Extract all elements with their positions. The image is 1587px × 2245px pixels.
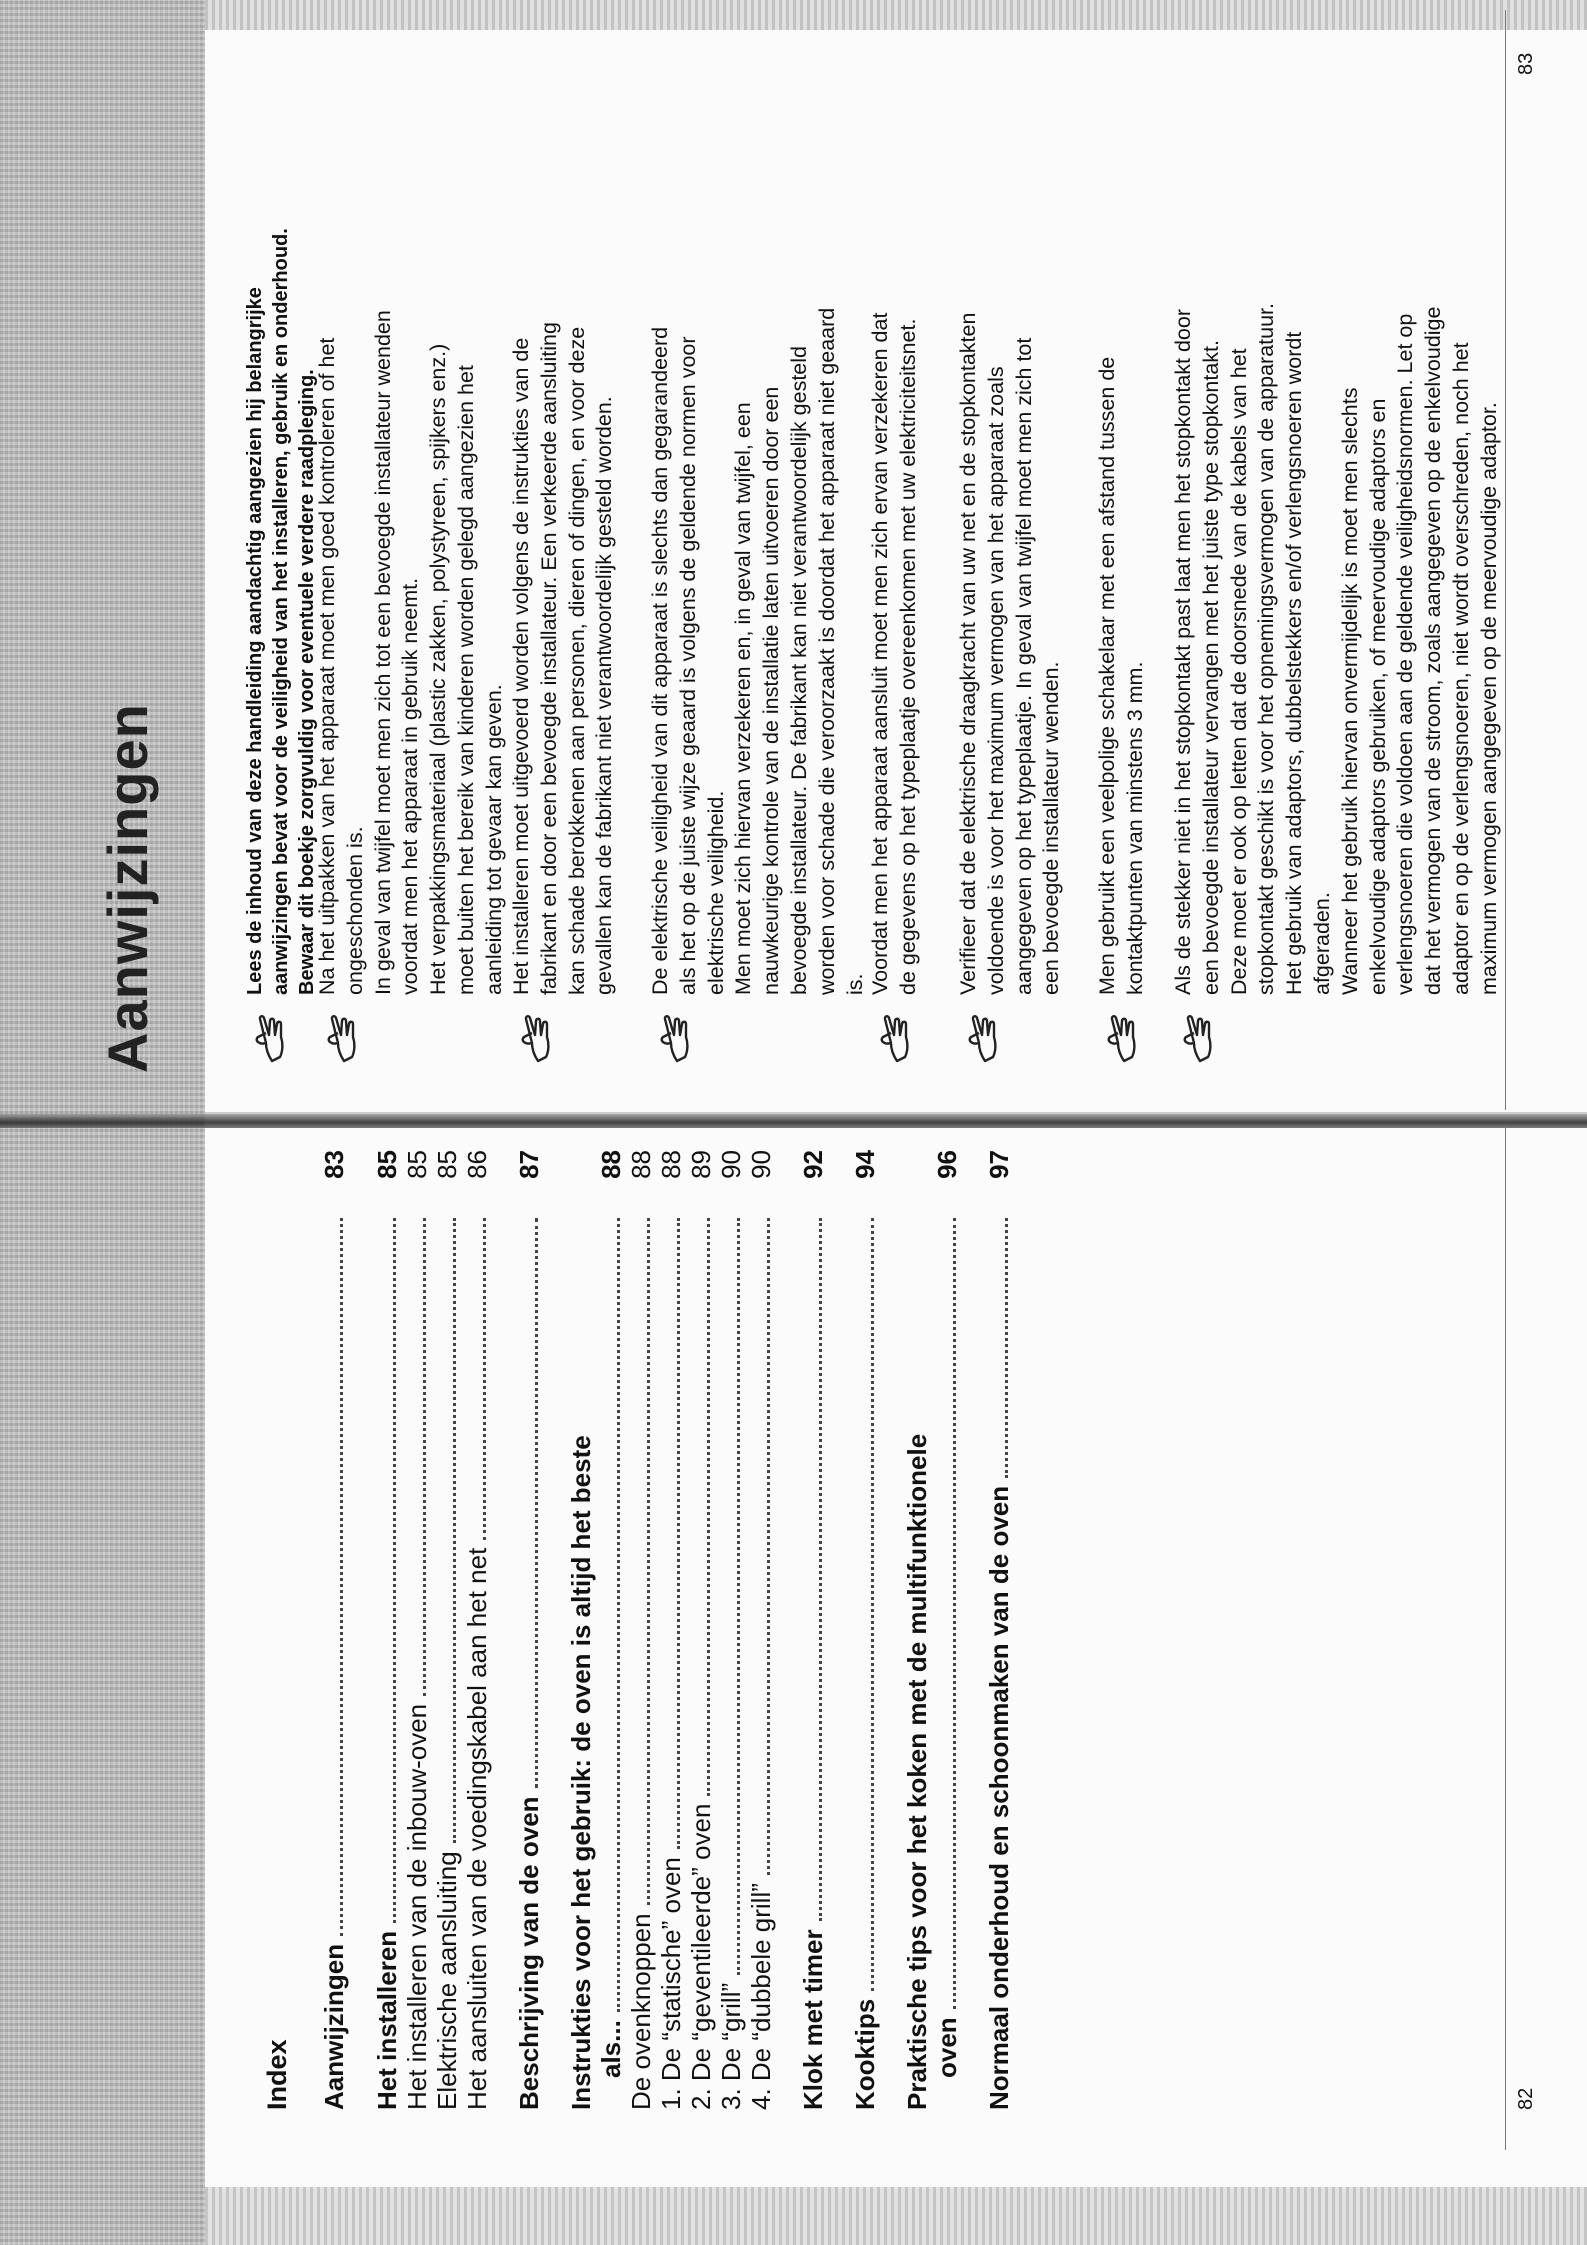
note-line: nauwkeurige kontrole van de installatie laten uitvoeren door een <box>759 386 784 995</box>
toc-label: Aanwijzingen <box>319 1943 349 2110</box>
toc-label: Praktische tips voor het koken met de multifunktionele <box>902 1433 932 2110</box>
toc-page-number: 92 <box>798 1150 828 1179</box>
note-text <box>955 25 1066 995</box>
note-line: verlengsnoeren die voldoen aan de geldende veiligheidsnormen. Let op <box>1393 313 1418 995</box>
toc-label: 2. De “geventileerde” oven <box>686 1803 716 2110</box>
toc-entry <box>747 1150 777 2110</box>
toc-label: Klok met timer <box>798 1929 828 2110</box>
book-spine <box>0 1114 1587 1128</box>
note-line: aanwijzingen bevat voor de veiligheid van het installeren, gebruik en onderhoud. <box>270 228 292 995</box>
pointing-hand-icon <box>314 995 509 1065</box>
toc-label: Het installeren van de inbouw-oven <box>402 1703 432 2110</box>
note-line: bevoegde installateur. De fabrikant kan niet verantwoordelijk gesteld <box>786 346 811 995</box>
toc-label: Elektrische aansluiting <box>432 1851 462 2110</box>
toc-label: Het aansluiten van de voedingskabel aan het net <box>462 1547 492 2110</box>
page-number: 83 <box>1515 52 1537 75</box>
note-line: worden voor schade die veroorzaakt is doordat het apparaat niet geaard <box>814 307 839 995</box>
page-number: 82 <box>1515 2087 1537 2110</box>
toc-entry <box>463 1150 493 2110</box>
note-line: is. <box>842 973 867 995</box>
toc-page-number: 85 <box>432 1150 462 1179</box>
note-line: gevallen kan de fabrikant niet verantwoordelijk gesteld worden. <box>592 396 617 995</box>
toc-entry <box>433 1150 463 2110</box>
note-line: Het gebruik van adaptors, dubbelstekkers en/of verlengsnoeren wordt <box>1282 331 1307 995</box>
note-line: kontaktpunten van minstens 3 mm. <box>1122 661 1147 995</box>
pointing-hand-icon <box>647 995 869 1065</box>
note-text <box>1170 25 1504 995</box>
note-line: aangegeven op het typeplaatje. In geval van twijfel moet men zich tot <box>1011 337 1036 995</box>
note-line: aanleiding tot gevaar kan geven. <box>481 684 506 995</box>
note-text <box>314 25 509 995</box>
note-line: ongeschonden is. <box>342 826 367 995</box>
toc-entry <box>687 1150 717 2110</box>
page-title: Aanwijzingen <box>96 703 159 1073</box>
note-line: voordat men het apparaat in gebruik neemt. <box>398 577 423 995</box>
index-heading: Index <box>262 2039 292 2110</box>
toc-entry <box>515 1150 545 2110</box>
toc-entry <box>597 1150 627 2110</box>
pointing-hand-icon <box>508 995 619 1065</box>
instruction-note <box>647 25 869 1065</box>
note-line: moet buiten het bereik van kinderen worden gelegd aangezien het <box>453 365 478 995</box>
toc-page-number: 88 <box>626 1150 656 1179</box>
note-line: afgeraden. <box>1309 892 1334 995</box>
toc-leader-dots <box>953 1218 956 2009</box>
toc-leader-dots <box>767 1218 770 1875</box>
toc-label: Instrukties voor het gebruik: de oven is altijd het beste <box>566 1435 596 2110</box>
toc-page-number: 86 <box>462 1150 492 1179</box>
toc-entry <box>985 1150 1015 2110</box>
toc-leader-dots <box>871 1218 874 1991</box>
note-line: kan schade berokkenen aan personen, dieren of dingen, en voor deze <box>564 326 589 995</box>
toc-entry <box>799 1150 829 2110</box>
note-line: als het op de juiste wijze geaard is volgens de geldende normen voor <box>675 336 700 995</box>
page-fold <box>205 1112 1587 1114</box>
note-text <box>647 25 869 995</box>
instruction-note <box>242 25 320 1065</box>
instruction-note <box>867 25 923 1065</box>
toc-page-number: 97 <box>984 1150 1014 1179</box>
toc-leader-dots <box>819 1218 822 1921</box>
note-line: Na het uitpakken van het apparaat moet men goed kontroleren of het <box>315 337 339 995</box>
note-line: fabrikant en door een bevoegde installateur. Een verkeerde aansluiting <box>536 322 561 995</box>
toc-page-number: 88 <box>656 1150 686 1179</box>
toc-leader-dots <box>707 1218 710 1796</box>
note-line: stopkontakt geschikt is voor het opnemingsvermogen van de apparatuur. <box>1254 303 1279 995</box>
note-line: Verifieer dat de elektrische draagkracht van uw net en de stopkontakten <box>956 312 980 995</box>
note-line: Men moet zich hiervan verzekeren en, in geval van twijfel, een <box>731 402 756 995</box>
note-line: Het installeren moet uitgevoerd worden volgens de instrukties van de <box>509 337 533 995</box>
toc-page-number: 85 <box>402 1150 432 1179</box>
note-line: maximum vermogen aangegeven op de meervoudige adaptor. <box>1476 402 1501 995</box>
pointing-hand-icon <box>955 995 1066 1065</box>
note-line: Het verpakkingsmateriaal (plastic zakken, polystyreen, spijkers enz.) <box>426 343 451 995</box>
toc-leader-dots <box>677 1218 680 1849</box>
instruction-note <box>955 25 1066 1065</box>
toc-entry <box>933 1150 963 2110</box>
instruction-note <box>508 25 619 1065</box>
note-line: Als de stekker niet in het stopkontakt past laat men het stopkontakt door <box>1171 308 1195 995</box>
toc-page-number: 94 <box>850 1150 880 1179</box>
note-text <box>508 25 619 995</box>
instruction-note <box>1094 25 1150 1065</box>
toc-page-number: 85 <box>372 1150 402 1179</box>
footer-rule <box>1505 1125 1506 2150</box>
note-text <box>867 25 923 995</box>
toc-label: 1. De “statische” oven <box>656 1857 686 2110</box>
pointing-hand-icon <box>1170 995 1504 1065</box>
instruction-note <box>1170 25 1504 1065</box>
toc-leader-dots <box>393 1218 396 1923</box>
toc-label: Normaal onderhoud en schoonmaken van de oven <box>984 1485 1014 2110</box>
note-line: Wanneer het gebruik hiervan onvermijdelijk is moet men slechts <box>1337 387 1362 995</box>
pointing-hand-icon <box>1094 995 1150 1065</box>
pointing-hand-icon <box>867 995 923 1065</box>
note-line: adaptor en op de verlengsnoeren, niet wordt overschreden, noch het <box>1448 342 1473 995</box>
toc-label: Beschrijving van de oven <box>514 1796 544 2110</box>
toc-leader-dots <box>1005 1218 1008 1478</box>
toc-entry <box>903 1150 933 2110</box>
toc-page-number: 90 <box>746 1150 776 1179</box>
toc-leader-dots <box>423 1218 426 1696</box>
toc-page-number: 87 <box>514 1150 544 1179</box>
note-line: elektrische veiligheid. <box>703 790 728 995</box>
toc-label: 3. De “grill” <box>716 1982 746 2110</box>
toc-label: 4. De “dubbele grill” <box>746 1883 776 2110</box>
toc-page-number: 90 <box>716 1150 746 1179</box>
toc-leader-dots <box>737 1218 740 1975</box>
toc-entry <box>657 1150 687 2110</box>
note-line: een bevoegde installateur wenden. <box>1039 661 1064 995</box>
toc-entry <box>373 1150 403 2110</box>
toc-leader-dots <box>617 1218 620 2012</box>
toc-label: Het installeren <box>372 1930 402 2110</box>
note-line: Deze moet er ook op letten dat de doorsnede van de kabels van het <box>1226 348 1251 995</box>
note-line: voldoende is voor het maximum vermogen van het apparaat zoals <box>983 366 1008 995</box>
note-line: Lees de inhoud van deze handleiding aandachtig aangezien hij belangrijke <box>244 287 266 995</box>
note-line: de gegevens op het typeplaatje overeenkomen met uw elektriciteitsnet. <box>895 318 920 995</box>
toc-leader-dots <box>483 1218 486 1540</box>
note-text <box>1094 25 1150 995</box>
toc-entry <box>717 1150 747 2110</box>
toc-entry <box>320 1150 350 2110</box>
note-line: Men gebruikt een veelpolige schakelaar met een afstand tussen de <box>1095 356 1119 995</box>
scan-left-edge <box>205 2187 1587 2245</box>
toc-leader-dots <box>647 1218 650 1905</box>
toc-label: De ovenknoppen <box>626 1913 656 2110</box>
footer-rule <box>1505 10 1506 1110</box>
toc-page-number: 83 <box>319 1150 349 1179</box>
toc-page-number: 96 <box>932 1150 962 1179</box>
toc-leader-dots <box>535 1218 538 1788</box>
note-line: Bewaar dit boekje zorgvuldig voor eventuele verdere raadpleging. <box>296 369 318 995</box>
note-line: dat het vermogen van de stroom, zoals aangegeven op de enkelvoudige <box>1421 306 1446 995</box>
toc-label: als... <box>596 2020 626 2078</box>
toc-page-number: 88 <box>596 1150 626 1179</box>
note-line: Voordat men het apparaat aansluit moet men zich ervan verzekeren dat <box>868 312 892 995</box>
toc-leader-dots <box>453 1218 456 1843</box>
note-text <box>242 25 320 995</box>
note-line: enkelvoudige adaptors gebruiken, of meervoudige adaptors en <box>1365 398 1390 995</box>
note-line: In geval van twijfel moet men zich tot een bevoegde installateur wenden <box>370 310 395 995</box>
toc-entry <box>403 1150 433 2110</box>
toc-label: oven <box>932 2017 962 2078</box>
note-line: De elektrische veiligheid van dit apparaat is slechts dan gegarandeerd <box>648 326 672 995</box>
toc-entry <box>851 1150 881 2110</box>
note-line: een bevoegde installateur vervangen met het juiste type stopkontakt. <box>1198 340 1223 995</box>
toc-page-number: 89 <box>686 1150 716 1179</box>
instruction-note <box>314 25 509 1065</box>
toc-label: Kooktips <box>850 1998 880 2110</box>
toc-entry <box>567 1150 597 2110</box>
pointing-hand-icon <box>242 995 320 1065</box>
toc-leader-dots <box>340 1218 343 1936</box>
toc-entry <box>627 1150 657 2110</box>
